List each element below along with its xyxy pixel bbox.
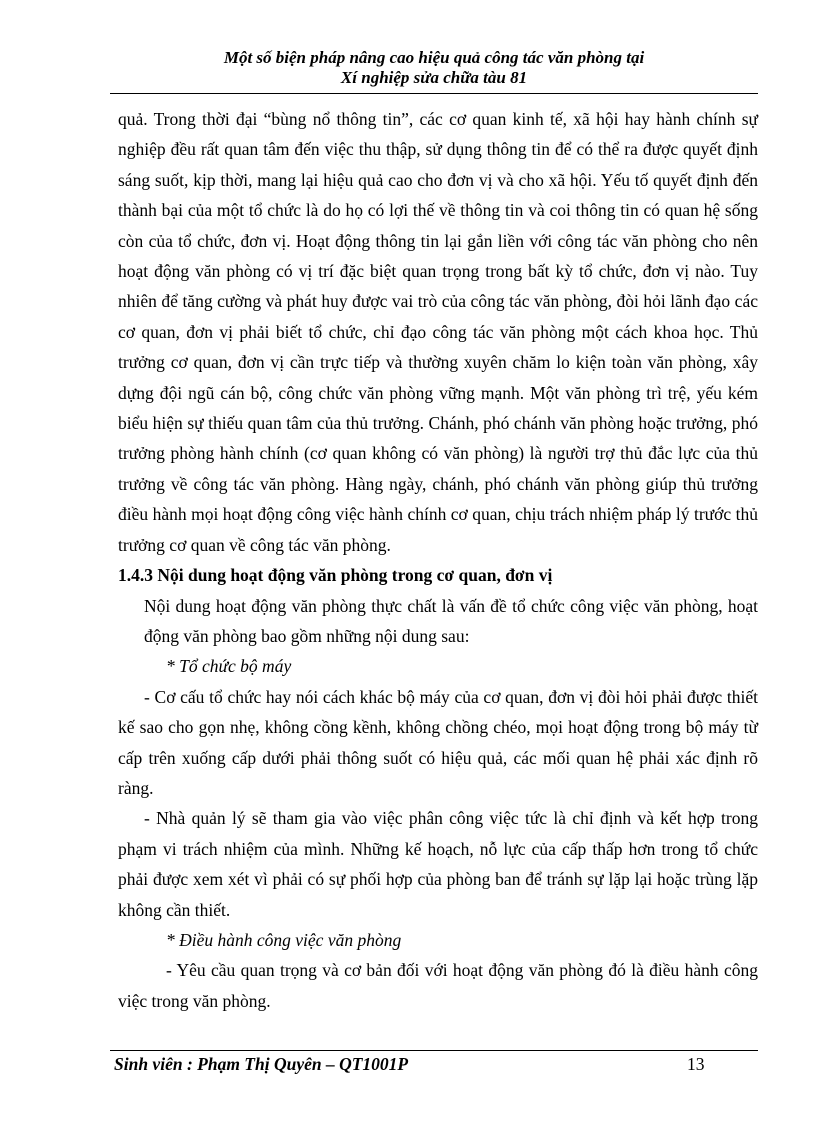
header-title-line-1: Một số biện pháp nâng cao hiệu quả công tác văn phòng tại: [223, 48, 645, 67]
body-paragraph: Nội dung hoạt động văn phòng thực chất là vấn đề tổ chức công việc văn phòng, hoạt động văn phòng bao gồm những nội dung sau:: [144, 595, 758, 646]
bullet-paragraph: - Cơ cấu tổ chức hay nói cách khác bộ máy của cơ quan, đơn vị đòi hỏi phải được thiết kế sao cho gọn nhẹ, không cồng kềnh, không chồng chéo, mọi hoạt động trong bộ máy từ cấp trên xuống cấp dưới phải thông suốt có hiệu quả, các mối quan hệ phải xác định rõ ràng.: [118, 686, 758, 798]
page-number: 13: [687, 1054, 705, 1074]
subsection-label: * Tổ chức bộ máy: [166, 656, 292, 677]
section-heading: 1.4.3 Nội dung hoạt động văn phòng trong cơ quan, đơn vị: [118, 565, 553, 586]
bullet-paragraph: - Nhà quản lý sẽ tham gia vào việc phân công việc tức là chỉ định và kết hợp trong phạm vi trách nhiệm của mình. Những kế hoạch, nỗ lực của cấp thấp hơn trong tổ chức phải được xem xét vì phải có sự phối hợp của phòng ban để tránh sự lặp lại hoặc trùng lặp không cần thiết.: [118, 808, 758, 920]
footer-divider: [110, 1050, 758, 1051]
page-body: [118, 104, 758, 1016]
bullet-paragraph: - Yêu cầu quan trọng và cơ bản đối với hoạt động văn phòng đó là điều hành công việc trong văn phòng.: [118, 960, 758, 1011]
header-divider: [110, 93, 758, 94]
running-header: [110, 48, 758, 88]
header-title-line-2: Xí nghiệp sửa chữa tàu 81: [340, 68, 528, 87]
body-paragraph: quả. Trong thời đại “bùng nổ thông tin”, các cơ quan kinh tế, xã hội hay hành chính sự nghiệp đều rất quan tâm đến việc thu thập, sử dụng thông tin để có thể ra được quyết định sáng suốt, kịp thời, mang lại hiệu quả cao cho đơn vị và cho xã hội. Yếu tố quyết định đến thành bại của một tổ chức là do họ có lợi thế về thông tin và coi thông tin có quan hệ sống còn của tổ chức, đơn vị. Hoạt động thông tin lại gắn liền với công tác văn phòng cho nên hoạt động văn phòng có vị trí đặc biệt quan trọng trong bất kỳ tổ chức, đơn vị nào. Tuy nhiên để tăng cường và phát huy được vai trò của công tác văn phòng, đòi hỏi lãnh đạo các cơ quan, đơn vị phải biết tổ chức, chỉ đạo công tác văn phòng một cách khoa học. Thủ trưởng cơ quan, đơn vị cần trực tiếp và thường xuyên chăm lo kiện toàn văn phòng, xây dựng đội ngũ cán bộ, công chức văn phòng vững mạnh. Một văn phòng trì trệ, yếu kém biểu hiện sự thiếu quan tâm của thủ trưởng. Chánh, phó chánh văn phòng hoặc trưởng, phó trưởng phòng hành chính (cơ quan không có văn phòng) là người trợ thủ đắc lực của thủ trưởng về công tác văn phòng. Hàng ngày, chánh, phó chánh văn phòng giúp thủ trưởng điều hành mọi hoạt động công việc hành chính cơ quan, chịu trách nhiệm pháp lý trước thủ trưởng cơ quan về công tác văn phòng.: [118, 109, 758, 555]
subsection-label: * Điều hành công việc văn phòng: [166, 929, 402, 950]
footer-student-name: Sinh viên : Phạm Thị Quyên – QT1001P: [114, 1054, 409, 1074]
